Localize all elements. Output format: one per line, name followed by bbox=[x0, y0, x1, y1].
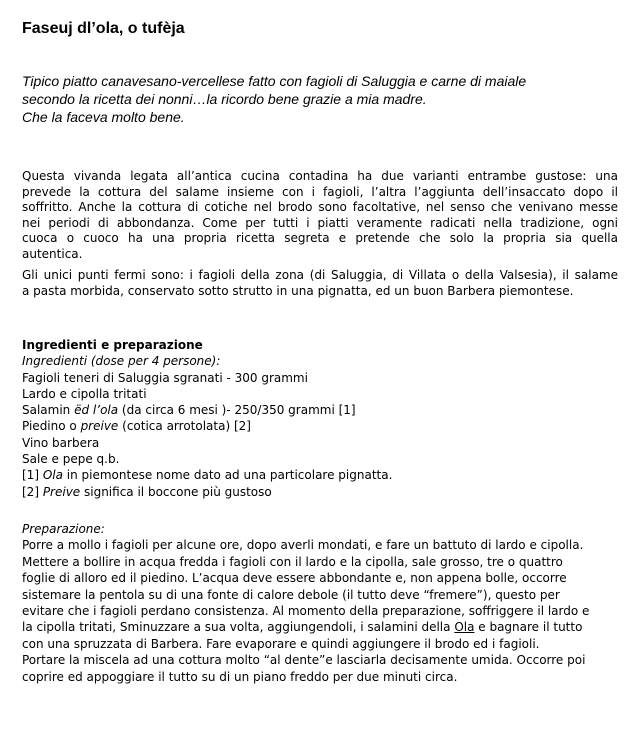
ingredient-dialect-term: preive bbox=[80, 419, 119, 434]
intro-text bbox=[22, 72, 622, 126]
paragraph-line: nei periodi di abbondanza. Come per tutti i piatti veramente radicati nella tradizione, ogni bbox=[22, 215, 618, 230]
footnote-marker: [2] bbox=[22, 484, 43, 499]
preparation-line: con una spruzzata di Barbera. Fare evaporare e quindi aggiungere il brodo ed i fagioli. bbox=[22, 636, 540, 651]
preparation-line bbox=[22, 619, 622, 635]
preparation-section bbox=[22, 521, 622, 685]
intro-line: Che la faceva molto bene. bbox=[22, 109, 185, 125]
preparation-line: foglie di alloro ed il piedino. L’acqua deve essere abbondante e, non appena bolle, occorre bbox=[22, 571, 567, 586]
ingredient-text: (da circa 6 mesi )- 250/350 grammi [1] bbox=[118, 403, 356, 418]
paragraph-line: autentica. bbox=[22, 246, 83, 261]
ingredient-item: Fagioli teneri di Saluggia sgranati - 300 grammi bbox=[22, 370, 308, 385]
footnote bbox=[22, 484, 622, 500]
key-points-paragraph bbox=[22, 268, 618, 299]
footnote bbox=[22, 467, 622, 483]
ingredient-item bbox=[22, 418, 622, 434]
preparation-text: la cipolla tritati, Sminuzzare a sua volta, aggiungendoli, i salamini della bbox=[22, 620, 455, 635]
preparation-line: coprire ed appoggiare il tutto su di un piano freddo per due minuti circa. bbox=[22, 669, 458, 684]
ingredient-dialect-term: ëd l’ola bbox=[74, 403, 119, 418]
ingredient-text: Piedino o bbox=[22, 419, 81, 434]
recipe-title: Faseuj dl’ola, o tufèja bbox=[22, 20, 185, 37]
ola-term: Ola bbox=[454, 620, 475, 635]
ingredient-item: Sale e pepe q.b. bbox=[22, 452, 120, 467]
preparation-text: e bagnare il tutto bbox=[474, 620, 583, 635]
preparation-heading: Preparazione: bbox=[22, 522, 105, 536]
paragraph-line: a pasta morbida, conservato sotto strutto in una pignatta, ed un buon Barbera piemontese. bbox=[22, 283, 574, 298]
ingredient-text: Salamin bbox=[22, 403, 75, 418]
preparation-line: Porre a mollo i fagioli per alcune ore, dopo averli mondati, e fare un battuto di lardo e cipolla. bbox=[22, 538, 584, 553]
footnote-text: significa il boccone più gustoso bbox=[80, 484, 272, 499]
preparation-line: sistemare la pentola su di una fonte di calore debole (il tutto deve “fremere”), questo per bbox=[22, 587, 560, 602]
paragraph-line: Questa vivanda legata all’antica cucina contadina ha due varianti entrambe gustose: una bbox=[22, 169, 618, 183]
ingredients-subheading: Ingredienti (dose per 4 persone): bbox=[22, 354, 221, 369]
footnote-text: in piemontese nome dato ad una particolare pignatta. bbox=[62, 468, 393, 483]
ingredient-item: Vino barbera bbox=[22, 435, 100, 450]
paragraph-line: soffritto. Anche la cottura di cotiche nel brodo sono facoltative, nel senso che venivano messe bbox=[22, 200, 618, 214]
paragraph-line: Gli unici punti fermi sono: i fagioli della zona (di Saluggia, di Villata o della Valsesia), il salame bbox=[22, 268, 618, 282]
paragraph-line: cuoca o cuoco ha una propria ricetta segreta e pretende che solo la propria sia quella bbox=[22, 231, 618, 245]
preparation-line: Mettere a bollire in acqua fredda i fagioli con il lardo e la cipolla, sale grosso, tre o quattro bbox=[22, 554, 563, 569]
intro-line: secondo la ricetta dei nonni…la ricordo bene grazie a mia madre. bbox=[22, 91, 427, 107]
ingredients-heading: Ingredienti e preparazione bbox=[22, 338, 203, 352]
footnote-marker: [1] bbox=[22, 468, 43, 483]
ingredients-section bbox=[22, 337, 622, 500]
preparation-line: evitare che i fagioli perdano consistenza. Al momento della preparazione, soffriggere il lardo e bbox=[22, 604, 590, 619]
footnote-term: Ola bbox=[42, 468, 63, 483]
paragraph-line: prevede la cottura del salame insieme con i fagioli, l’altra l’aggiunta dell’insaccato dopo il bbox=[22, 184, 618, 199]
history-paragraph bbox=[22, 169, 618, 262]
ingredient-item bbox=[22, 402, 622, 418]
footnote-term: Preive bbox=[42, 484, 81, 499]
preparation-line: Portare la miscela ad una cottura molto “al dente”e lasciarla decisamente umida. Occorre poi bbox=[22, 653, 586, 668]
intro-line: Tipico piatto canavesano-vercellese fatto con fagioli di Saluggia e carne di maiale bbox=[22, 73, 527, 89]
ingredient-item: Lardo e cipolla tritati bbox=[22, 386, 147, 401]
ingredient-text: (cotica arrotolata) [2] bbox=[118, 419, 251, 434]
